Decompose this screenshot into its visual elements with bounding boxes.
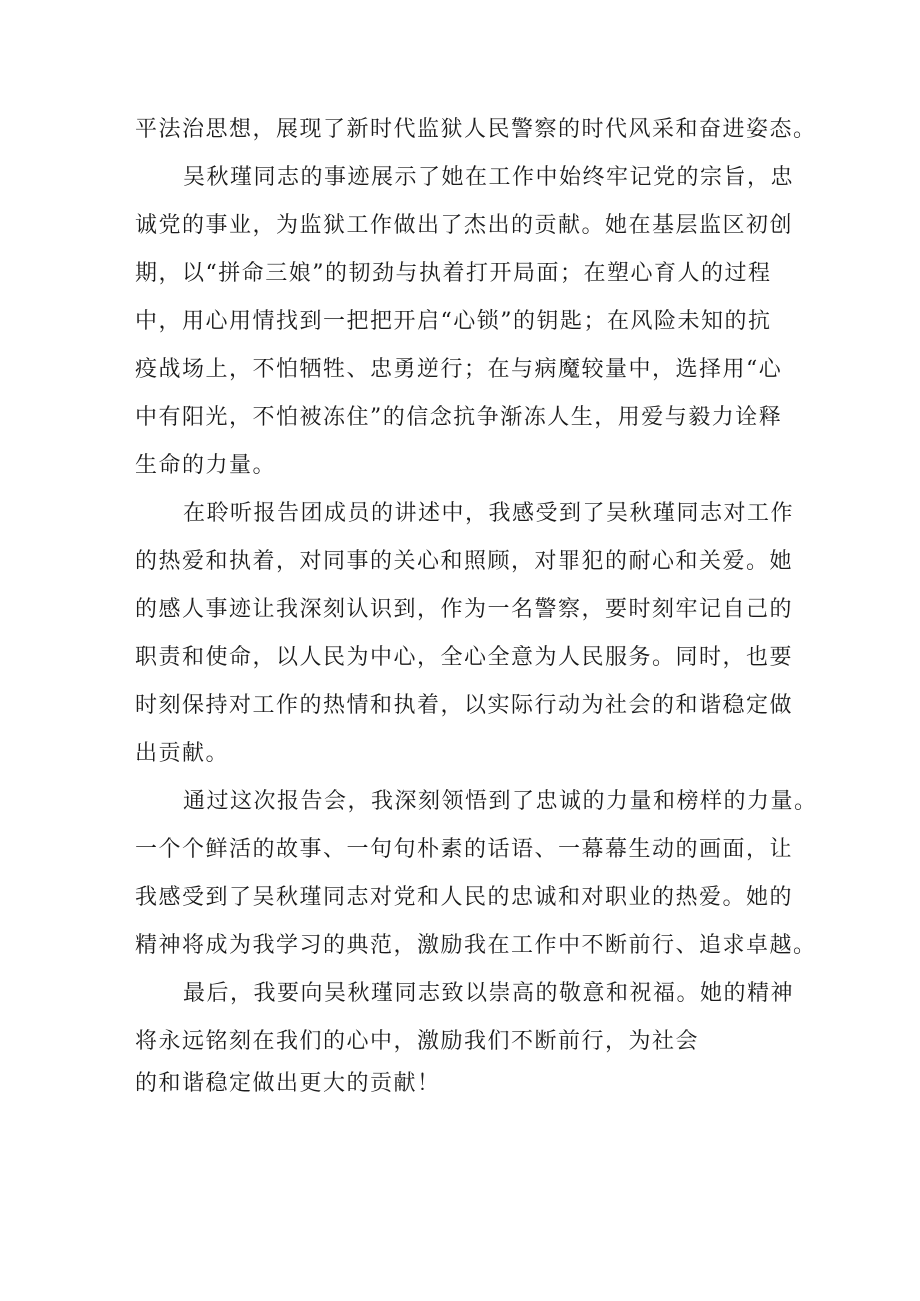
text-line: 我感受到了吴秋瑾同志对党和人民的忠诚和对职业的热爱。她的 [135,885,794,910]
text-line: 的热爱和执着，对同事的关心和照顾，对罪犯的耐心和关爱。她 [135,549,794,574]
text-line: 一个个鲜活的故事、一句句朴素的话语、一幕幕生动的画面，让 [135,837,794,862]
text-line: 中，用心用情找到一把把开启“心锁”的钥匙；在风险未知的抗 [135,309,772,334]
text-line: 精神将成为我学习的典范，激励我在工作中不断前行、追求卓越。 [135,933,817,958]
text-line: 的感人事迹让我深刻认识到，作为一名警察，要时刻牢记自己的 [135,597,794,622]
text-line: 出贡献。 [135,741,230,766]
text-line: 的和谐稳定做出更大的贡献！ [135,1071,441,1096]
text-line: 诚党的事业，为监狱工作做出了杰出的贡献。她在基层监区初创 [135,213,794,238]
text-line: 吴秋瑾同志的事迹展示了她在工作中始终牢记党的宗旨，忠 [183,165,795,190]
text-line: 平法治思想，展现了新时代监狱人民警察的时代风采和奋进姿态。 [135,117,817,142]
text-line: 生命的力量。 [135,453,277,478]
text-line: 期，以“拼命三娘”的韧劲与执着打开局面；在塑心育人的过程 [135,261,772,286]
text-line: 职责和使命，以人民为中心，全心全意为人民服务。同时，也要 [135,645,794,670]
text-line: 中有阳光，不怕被冻住”的信念抗争渐冻人生，用爱与毅力诠释 [135,405,783,430]
text-line: 最后，我要向吴秋瑾同志致以崇高的敬意和祝福。她的精神 [183,981,795,1006]
text-line: 将永远铭刻在我们的心中，激励我们不断前行，为社会 [135,1029,700,1054]
text-line: 通过这次报告会，我深刻领悟到了忠诚的力量和榜样的力量。 [183,789,818,814]
text-line: 在聆听报告团成员的讲述中，我感受到了吴秋瑾同志对工作 [183,501,795,526]
text-line: 时刻保持对工作的热情和执着，以实际行动为社会的和谐稳定做 [135,693,794,718]
text-line: 疫战场上，不怕牺牲、忠勇逆行；在与病魔较量中，选择用“心 [135,357,783,382]
